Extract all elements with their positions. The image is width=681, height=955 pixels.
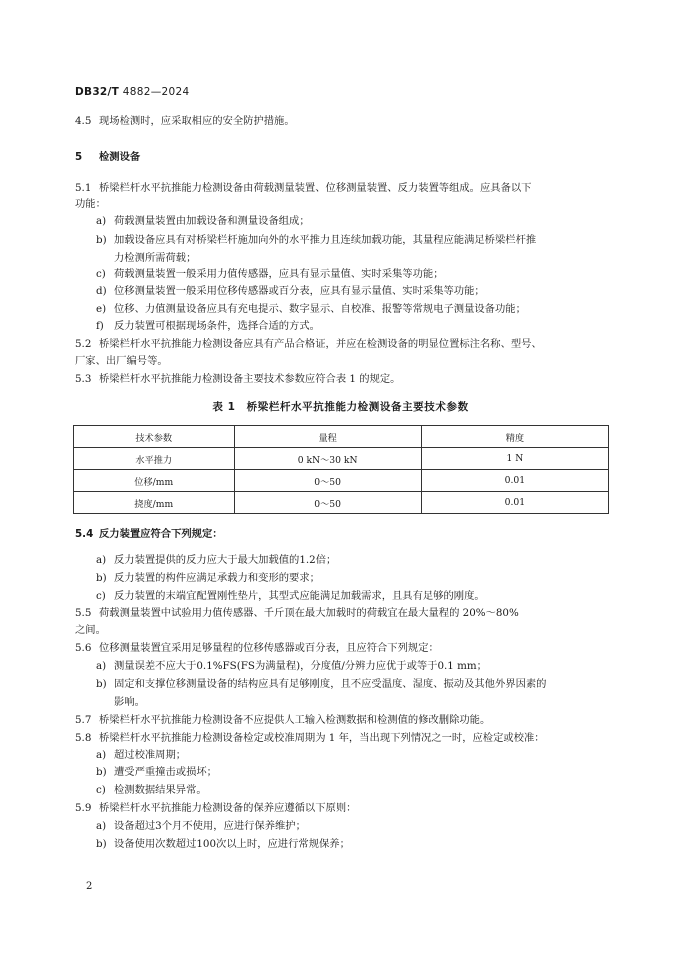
table-header: 量程 [234, 426, 421, 448]
list-item: e) 位移、力值测量设备应具有充电提示、数字显示、自校准、报警等常规电子测量设备功能； [96, 303, 526, 315]
clause-5-5-cont: 之间。 [75, 624, 106, 636]
table-cell: 0～50 [234, 492, 421, 514]
clause-5-2-cont: 厂家、出厂编号等。 [75, 355, 168, 367]
list-item: b) 遭受严重撞击或损坏； [96, 766, 217, 778]
clause-5-1-cont: 功能： [75, 198, 106, 210]
clause-5-8: 5.8 桥梁栏杆水平抗推能力检测设备检定或校准周期为 1 年，当出现下列情况之一时，应检定或校准： [75, 732, 545, 744]
table-row [74, 492, 609, 514]
clause-5-4: 5.4 反力装置应符合下列规定： [75, 528, 223, 540]
list-item-cont: 影响。 [114, 696, 145, 708]
list-item-cont: 力检测所需荷载； [114, 252, 197, 264]
spec-table [73, 425, 609, 514]
table-row [74, 470, 609, 492]
clause-4-5: 4.5 现场检测时，应采取相应的安全防护措施。 [75, 115, 295, 127]
list-item: d) 位移测量装置一般采用位移传感器或百分表，应具有显示量值、实时采集等功能； [96, 285, 485, 297]
clause-5-6: 5.6 位移测量装置宜采用足够量程的位移传感器或百分表，且应符合下列规定： [75, 642, 439, 654]
clause-5-1: 5.1 桥梁栏杆水平抗推能力检测设备由荷载测量装置、位移测量装置、反力装置等组成。应具备以下 [75, 182, 532, 194]
table-row [74, 448, 609, 470]
table-cell: 0～50 [234, 470, 421, 492]
table-cell: 挠度/mm [74, 492, 235, 514]
list-item: b) 加载设备应具有对桥梁栏杆施加向外的水平推力且连续加载功能，其量程应能满足桥梁栏杆推 [96, 234, 537, 246]
table-cell: 0 kN～30 kN [234, 448, 421, 470]
document-code: DB32/T 4882—2024 [75, 86, 190, 98]
list-item: a) 设备超过3个月不使用，应进行保养维护； [96, 820, 306, 832]
list-item: a) 测量误差不应大于0.1%FS(FS为满量程)，分度值/分辨力应优于或等于0.1 mm； [96, 660, 487, 672]
clause-5-3: 5.3 桥梁栏杆水平抗推能力检测设备主要技术参数应符合表 1 的规定。 [75, 373, 401, 385]
list-item: a) 荷载测量装置由加载设备和测量设备组成； [96, 215, 310, 227]
table-cell: 水平推力 [74, 448, 235, 470]
section-heading-5: 5 检测设备 [75, 151, 141, 163]
list-item: c) 荷载测量装置一般采用力值传感器，应具有显示量值、实时采集等功能； [96, 268, 444, 280]
table-header: 精度 [421, 426, 608, 448]
table-caption: 表 1 桥梁栏杆水平抗推能力检测设备主要技术参数 [212, 401, 469, 413]
table-cell: 0.01 [421, 470, 608, 492]
clause-5-2: 5.2 桥梁栏杆水平抗推能力检测设备应具有产品合格证，并应在检测设备的明显位置标注名称、型号、 [75, 338, 542, 350]
table-cell: 0.01 [421, 492, 608, 514]
list-item: a) 超过校准周期； [96, 749, 187, 761]
list-item: c) 反力装置的末端宜配置刚性垫片，其型式应能满足加载需求，且具有足够的刚度。 [96, 590, 485, 602]
list-item: c) 检测数据结果异常。 [96, 784, 207, 796]
table-cell: 位移/mm [74, 470, 235, 492]
clause-5-5: 5.5 荷载测量装置中试验用力值传感器、千斤顶在最大加载时的荷载宜在最大量程的 20%～80% [75, 607, 519, 619]
clause-5-7: 5.7 桥梁栏杆水平抗推能力检测设备不应提供人工输入检测数据和检测值的修改删除功能。 [75, 714, 491, 726]
page-number: 2 [86, 881, 93, 892]
list-item: f) 反力装置可根据现场条件，选择合适的方式。 [96, 320, 320, 332]
table-cell: 1 N [421, 448, 608, 470]
clause-5-9: 5.9 桥梁栏杆水平抗推能力检测设备的保养应遵循以下原则： [75, 802, 357, 814]
list-item: b) 反力装置的构件应满足承载力和变形的要求； [96, 572, 320, 584]
table-header: 技术参数 [74, 426, 235, 448]
list-item: a) 反力装置提供的反力应大于最大加载值的1.2倍； [96, 554, 337, 566]
list-item: b) 设备使用次数超过100次以上时，应进行常规保养； [96, 838, 350, 850]
table-header-row [74, 426, 609, 448]
list-item: b) 固定和支撑位移测量设备的结构应具有足够刚度，且不应受温度、湿度、振动及其他外界因素的 [96, 678, 547, 690]
